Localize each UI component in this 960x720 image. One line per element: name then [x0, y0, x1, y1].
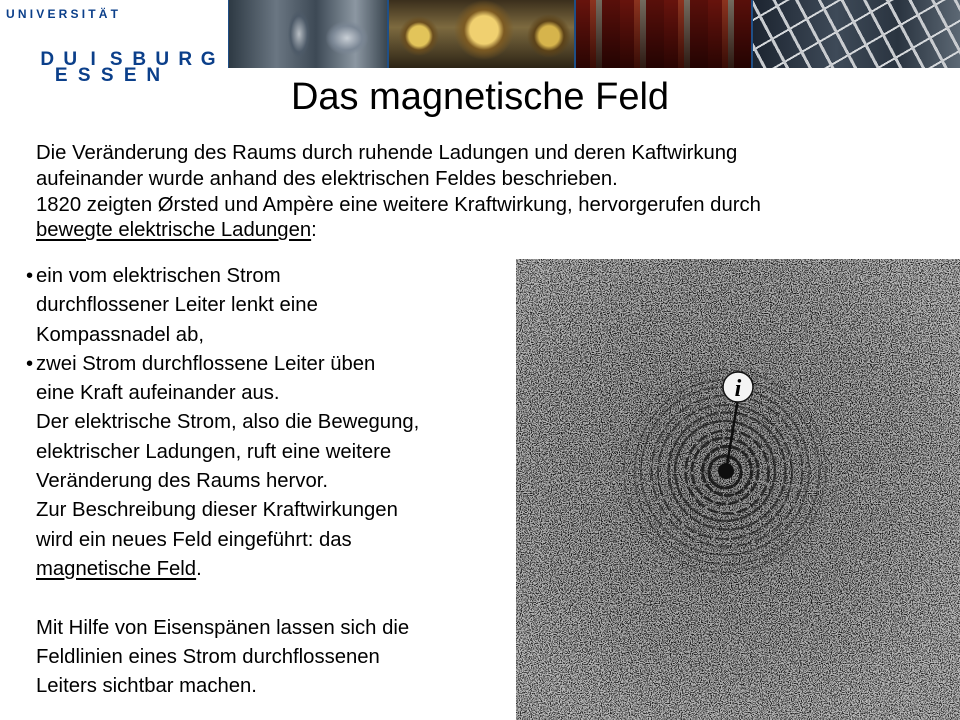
bullet-dot: • [26, 265, 34, 287]
header-photo-red-magnets [576, 0, 751, 68]
intro-line: Die Veränderung des Raums durch ruhende Ladungen und deren Kaftwirkung [36, 142, 738, 164]
intro-line: 1820 zeigten Ørsted und Ampère eine weitere Kraftwirkung, hervorgerufen durch [36, 193, 761, 216]
logo-text-universitaet: UNIVERSITÄT [6, 7, 122, 21]
paragraph-line: Der elektrische Strom, also die Bewegung, [36, 411, 420, 434]
logo-text-duisburg: D U I S B U R G [40, 49, 216, 70]
header-photo-gold-coils [389, 0, 574, 68]
bullet-continuation: eine Kraft aufeinander aus. [36, 382, 280, 405]
underlined-term-magnetic-field: magnetische Feld [36, 557, 197, 580]
paragraph-line: Feldlinien eines Strom durchflossenen [36, 645, 380, 668]
bullet-continuation: Kompassnadel ab, [36, 323, 204, 346]
header-banner [0, 0, 960, 86]
paragraph-line: Zur Beschreibung dieser Kraftwirkungen [36, 499, 398, 522]
header-photo-steel-frame [753, 0, 960, 68]
university-logo[interactable] [0, 0, 228, 86]
intro-line [36, 218, 916, 244]
intro-paragraph [36, 141, 916, 244]
paragraph-line: elektrischer Ladungen, ruft eine weitere [36, 440, 392, 463]
body-text-column [26, 262, 512, 701]
paragraph-spacer [26, 584, 512, 613]
paragraph-line: wird ein neues Feld eingeführt: das [36, 528, 352, 551]
bullet-continuation: durchflossener Leiter lenkt eine [36, 294, 318, 317]
paragraph-line: Mit Hilfe von Eisenspänen lassen sich die [36, 616, 410, 639]
underlined-term-moving-charges: bewegte elektrische Ladungen [36, 219, 312, 242]
iron-filings-image [516, 259, 960, 720]
bullet-item: • zwei Strom durchflossene Leiter üben [26, 350, 512, 379]
current-label-i: i [734, 376, 742, 402]
paragraph-line: Leiters sichtbar machen. [36, 675, 257, 698]
paragraph-line: magnetische Feld. [36, 557, 202, 580]
paragraph-line: Veränderung des Raums hervor. [36, 470, 328, 493]
iron-filings-photo [516, 259, 960, 720]
intro-line: aufeinander wurde anhand des elektrischen Feldes beschrieben. [36, 167, 618, 190]
intro-colon: : [311, 219, 317, 242]
logo-text-essen: E S S E N [54, 65, 161, 86]
header-photo-lab-apparatus [229, 0, 387, 68]
bullet-item: • ein vom elektrischen Strom [26, 262, 512, 291]
bullet-dot: • [26, 352, 34, 375]
slide-title: Das magnetische Feld [290, 76, 670, 118]
